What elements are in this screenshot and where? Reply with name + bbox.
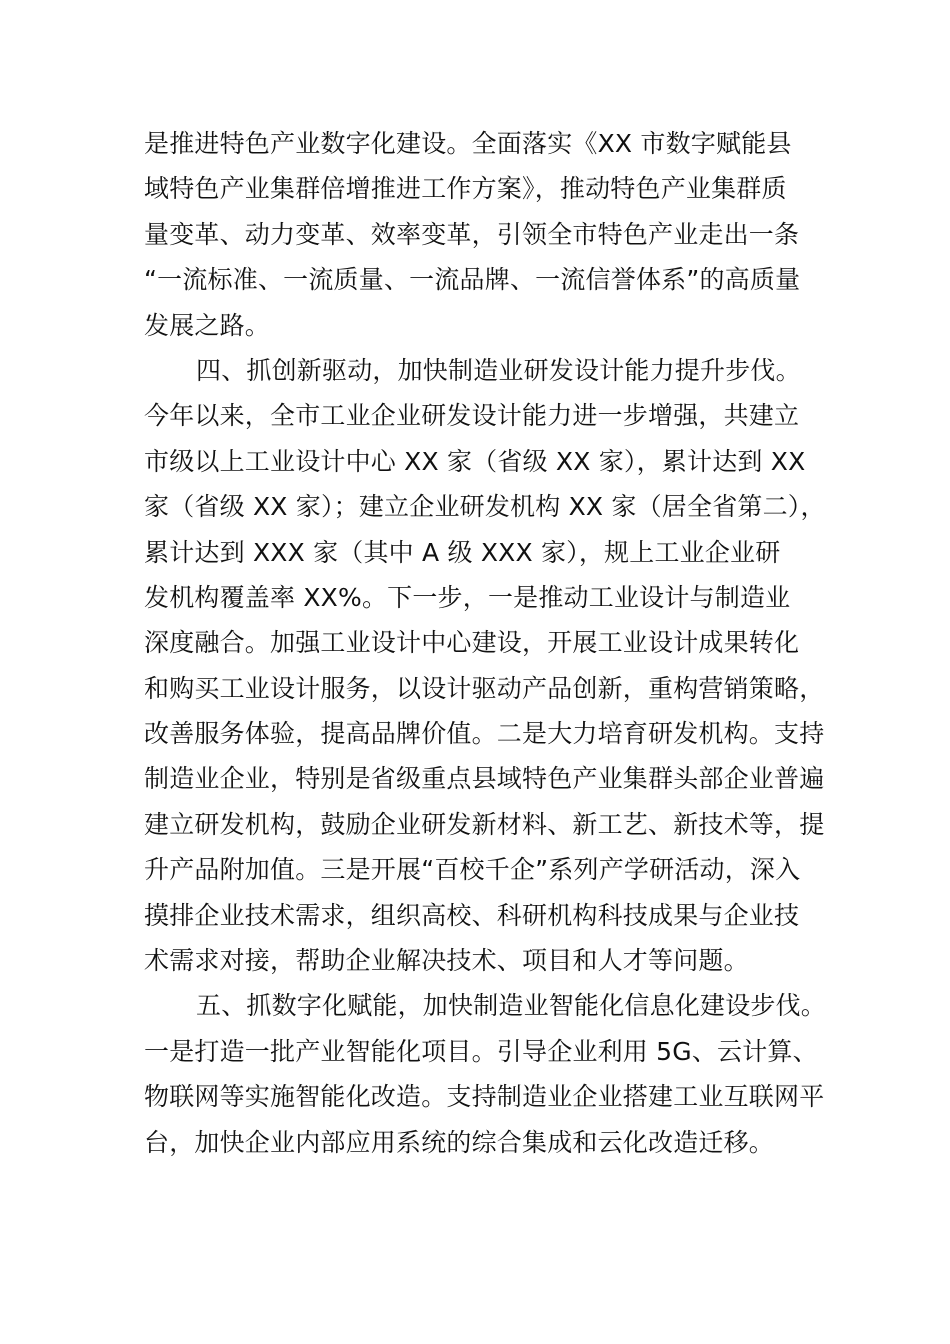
section-heading-four: 四、抓创新驱动，加快制造业研发设计能力提升步伐。 — [196, 355, 801, 385]
text-line: 改善服务体验，提高品牌价值。二是大力培育研发机构。支持 — [144, 719, 825, 749]
text-line: 今年以来，全市工业企业研发设计能力进一步增强，共建立 — [144, 401, 800, 431]
section-heading-five: 五、抓数字化赋能，加快制造业智能化信息化建设步伐。 — [196, 991, 827, 1021]
text-line: 是推进特色产业数字化建设。全面落实《XX 市数字赋能县 — [144, 129, 792, 158]
text-line: 摸排企业技术需求，组织高校、科研机构科技成果与企业技 — [144, 900, 800, 930]
text-line: 物联网等实施智能化改造。支持制造业企业搭建工业互联网平 — [144, 1082, 825, 1112]
text-line: 深度融合。加强工业设计中心建设，开展工业设计成果转化 — [144, 628, 800, 658]
text-line: 家（省级 XX 家）；建立企业研发机构 XX 家（居全省第二）， — [144, 492, 826, 522]
text-line: 量变革、动力变革、效率变革，引领全市特色产业走出一条 — [144, 219, 800, 249]
text-line: 一是打造一批产业智能化项目。引导企业利用 5G、云计算、 — [144, 1036, 818, 1066]
document-body — [144, 121, 844, 1165]
text-line: 发展之路。 — [144, 310, 271, 340]
text-line: 市级以上工业设计中心 XX 家（省级 XX 家），累计达到 XX — [144, 446, 806, 476]
text-line: 制造业企业，特别是省级重点县域特色产业集群头部企业普遍 — [144, 764, 825, 794]
text-line: 台，加快企业内部应用系统的综合集成和云化改造迁移。 — [144, 1127, 775, 1157]
text-line: 累计达到 XXX 家（其中 A 级 XXX 家），规上工业企业研 — [144, 537, 781, 567]
text-line: 升产品附加值。三是开展“百校千企”系列产学研活动，深入 — [144, 855, 801, 885]
text-line: 域特色产业集群倍增推进工作方案》，推动特色产业集群质 — [144, 174, 787, 204]
text-line: “一流标准、一流质量、一流品牌、一流信誉体系”的高质量 — [144, 265, 801, 295]
text-line: 建立研发机构，鼓励企业研发新材料、新工艺、新技术等，提 — [144, 809, 825, 839]
text-line: 术需求对接，帮助企业解决技术、项目和人才等问题。 — [144, 946, 749, 976]
text-line: 和购买工业设计服务，以设计驱动产品创新，重构营销策略， — [144, 673, 825, 703]
text-line: 发机构覆盖率 XX%。下一步，一是推动工业设计与制造业 — [144, 582, 791, 612]
